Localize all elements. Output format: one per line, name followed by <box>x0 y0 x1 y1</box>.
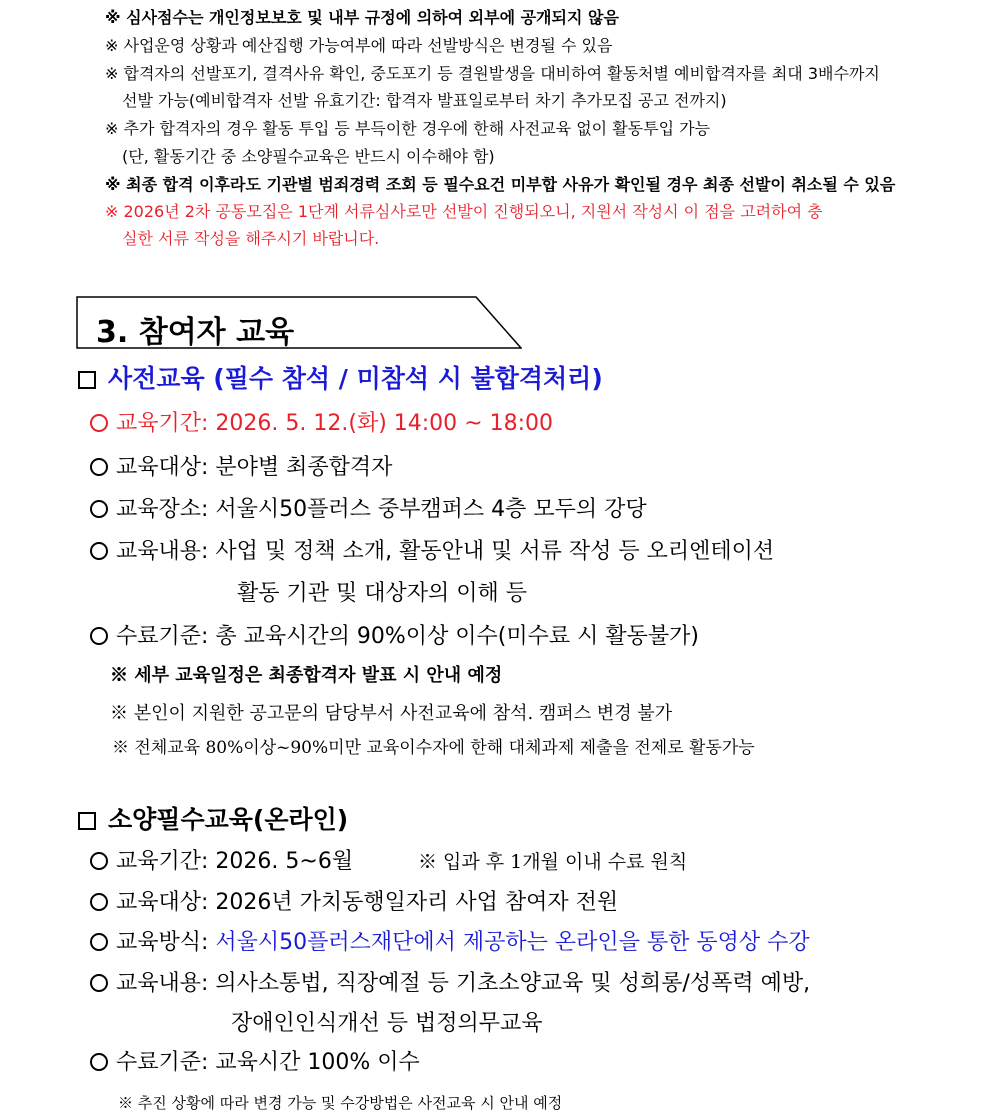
note-score-private: ※ 심사점수는 개인정보보호 및 내부 규정에 의하여 외부에 공개되지 않음 <box>105 8 619 27</box>
pre-edu-note-2: ※ 본인이 지원한 공고문의 담당부서 사전교육에 참석. 캠퍼스 변경 불가 <box>110 703 673 724</box>
note-reserve-2: 선발 가능(예비합격자 선발 유효기간: 합격자 발표일로부터 차기 추가모집 공고 전까지) <box>122 91 727 110</box>
pre-edu-criteria: 수료기준: 총 교육시간의 90%이상 이수(미수료 시 활동불가) <box>116 624 699 649</box>
pre-edu-note-1: ※ 세부 교육일정은 최종합격자 발표 시 안내 예정 <box>110 665 503 686</box>
checkbox-icon <box>78 371 96 389</box>
online-edu-method-row <box>90 932 810 954</box>
online-edu-criteria-row <box>90 1052 420 1074</box>
pre-edu-target: 교육대상: 분야별 최종합격자 <box>116 455 393 480</box>
circle-bullet-icon <box>90 852 108 870</box>
online-edu-method-value: 서울시50플러스재단에서 제공하는 온라인을 통한 동영상 수강 <box>215 930 810 955</box>
online-edu-content-2: 장애인인식개선 등 법정의무교육 <box>231 1011 543 1036</box>
online-edu-method-label: 교육방식: <box>116 930 216 955</box>
circle-bullet-icon <box>90 500 108 518</box>
note-additional-2: (단, 활동기간 중 소양필수교육은 반드시 이수해야 함) <box>122 147 495 166</box>
pre-edu-note-3: ※ 전체교육 80%이상~90%미만 교육이수자에 한해 대체과제 제출을 전제로 활동가능 <box>112 738 755 758</box>
note-criminal-check: ※ 최종 합격 이후라도 기관별 범죄경력 조회 등 필수요건 미부합 사유가 확인될 경우 최종 선발이 취소될 수 있음 <box>105 175 896 194</box>
circle-bullet-icon <box>90 458 108 476</box>
circle-bullet-icon <box>90 933 108 951</box>
section-title-box <box>76 296 522 349</box>
pre-edu-heading: 사전교육 (필수 참석 / 미참석 시 불합격처리) <box>108 364 603 393</box>
online-edu-heading-row <box>78 807 348 832</box>
pre-edu-target-row <box>90 457 392 479</box>
pre-edu-criteria-row <box>90 626 699 648</box>
note-recruit-2: 실한 서류 작성을 해주시기 바랍니다. <box>122 229 380 248</box>
online-edu-period-row <box>90 851 353 873</box>
pre-edu-period: 교육기간: 2026. 5. 12.(화) 14:00 ~ 18:00 <box>116 411 553 436</box>
note-additional-1: ※ 추가 합격자의 경우 활동 투입 등 부득이한 경우에 한해 사전교육 없이 활동투입 가능 <box>105 119 711 138</box>
online-edu-criteria: 수료기준: 교육시간 100% 이수 <box>116 1050 420 1075</box>
pre-edu-content-row <box>90 541 774 563</box>
note-reserve-1: ※ 합격자의 선발포기, 결격사유 확인, 중도포기 등 결원발생을 대비하여 활동처별 예비합격자를 최대 3배수까지 <box>105 64 880 83</box>
pre-edu-place: 교육장소: 서울시50플러스 중부캠퍼스 4층 모두의 강당 <box>116 497 647 522</box>
online-edu-note: ※ 추진 상황에 따라 변경 가능 및 수강방법은 사전교육 시 안내 예정 <box>118 1094 563 1112</box>
pre-edu-content-2: 활동 기관 및 대상자의 이해 등 <box>237 581 527 606</box>
pre-edu-content-1: 교육내용: 사업 및 정책 소개, 활동안내 및 서류 작성 등 오리엔테이션 <box>116 539 775 564</box>
pre-edu-period-row <box>90 413 553 435</box>
online-edu-target: 교육대상: 2026년 가치동행일자리 사업 참여자 전원 <box>116 890 619 915</box>
checkbox-icon <box>78 812 96 830</box>
online-edu-content-1: 교육내용: 의사소통법, 직장예절 등 기초소양교육 및 성희롱/성폭력 예방, <box>116 971 811 996</box>
note-selection-change: ※ 사업운영 상황과 예산집행 가능여부에 따라 선발방식은 변경될 수 있음 <box>105 36 613 55</box>
circle-bullet-icon <box>90 414 108 432</box>
note-recruit-1: ※ 2026년 2차 공동모집은 1단계 서류심사로만 선발이 진행되오니, 지원서 작성시 이 점을 고려하여 충 <box>105 202 823 221</box>
pre-edu-heading-row <box>78 366 603 391</box>
circle-bullet-icon <box>90 542 108 560</box>
circle-bullet-icon <box>90 974 108 992</box>
online-edu-target-row <box>90 892 618 914</box>
circle-bullet-icon <box>90 627 108 645</box>
pre-edu-place-row <box>90 499 647 521</box>
online-edu-period: 교육기간: 2026. 5~6월 <box>116 849 354 874</box>
circle-bullet-icon <box>90 1053 108 1071</box>
online-edu-content-row <box>90 973 810 995</box>
online-edu-heading: 소양필수교육(온라인) <box>108 805 349 834</box>
online-edu-period-note: ※ 입과 후 1개월 이내 수료 원칙 <box>418 851 688 873</box>
section-title: 3. 참여자 교육 <box>96 315 295 350</box>
circle-bullet-icon <box>90 893 108 911</box>
